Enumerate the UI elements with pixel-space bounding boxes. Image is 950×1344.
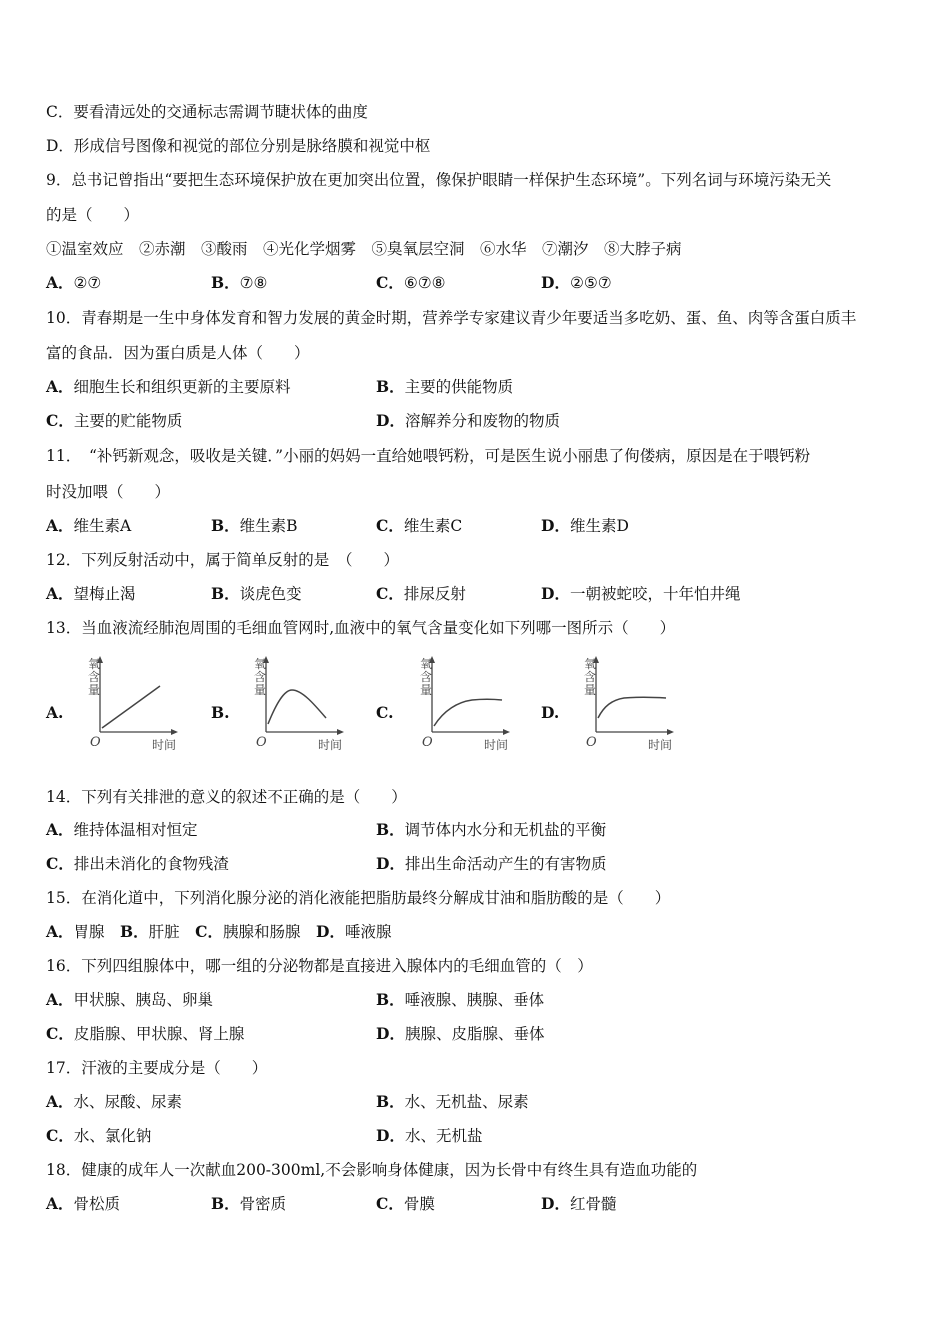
q18-option-a: A．骨松质 <box>46 1194 121 1213</box>
q13-stem: 13．当血液流经肺泡周围的毛细血管网时,血液中的氧气含量变化如下列哪一图所示（ ） <box>46 619 676 637</box>
q12-option-c: C．排尿反射 <box>376 584 466 603</box>
q18-option-b: B．骨密质 <box>211 1194 287 1213</box>
q8-option-c: C．要看清远处的交通标志需调节睫状体的曲度 <box>46 103 368 121</box>
q13-label-b: B. <box>211 703 230 722</box>
q13-graph-a <box>78 654 188 754</box>
q16-option-c: C．皮脂腺、甲状腺、肾上腺 <box>46 1024 245 1043</box>
origin-label: O <box>90 735 101 750</box>
q17-option-a: A．水、尿酸、尿素 <box>46 1092 183 1111</box>
curve-line <box>598 697 666 718</box>
q17-option-b: B．水、无机盐、尿素 <box>376 1092 529 1111</box>
q14-stem: 14．下列有关排泄的意义的叙述不正确的是（ ） <box>46 788 407 806</box>
q9-stem-line2: 的是（ ） <box>46 206 140 224</box>
q16-option-d: D．胰腺、皮脂腺、垂体 <box>376 1024 545 1043</box>
q15-stem: 15．在消化道中，下列消化腺分泌的消化液能把脂肪最终分解成甘油和脂肪酸的是（ ） <box>46 889 671 907</box>
q10-option-a: A．细胞生长和组织更新的主要原料 <box>46 377 291 396</box>
q11-option-b: B．维生素B <box>211 516 298 535</box>
origin-label: O <box>586 735 597 750</box>
origin-label: O <box>422 735 433 750</box>
q13-label-a: A. <box>46 703 64 722</box>
q11-option-c: C．维生素C <box>376 516 463 535</box>
q9-items: ①温室效应 ②赤潮 ③酸雨 ④光化学烟雾 ⑤臭氧层空洞 ⑥水华 ⑦潮汐 ⑧大脖子病 <box>46 240 682 258</box>
q13-graph-c <box>410 654 520 754</box>
x-axis-label: 时间 <box>648 738 673 752</box>
q12-stem: 12．下列反射活动中，属于简单反射的是 （ ） <box>46 551 399 569</box>
q13-graph-d <box>574 654 684 754</box>
q13-graph-b <box>244 654 354 754</box>
q11-stem-line2: 时没加喂（ ） <box>46 483 171 501</box>
q11-option-a: A．维生素A <box>46 516 132 535</box>
q17-option-d: D．水、无机盐 <box>376 1126 483 1145</box>
q9-option-a: A．②⑦ <box>46 273 102 292</box>
q17-stem: 17．汗液的主要成分是（ ） <box>46 1059 268 1077</box>
curve-line <box>434 699 502 726</box>
q18-stem: 18．健康的成年人一次献血200-300ml,不会影响身体健康，因为长骨中有终生具有造血功能的 <box>46 1161 698 1179</box>
x-axis-label: 时间 <box>152 738 177 752</box>
q12-option-b: B．谈虎色变 <box>211 584 302 603</box>
q18-option-c: C．骨膜 <box>376 1194 435 1213</box>
q15-options: A．胃腺 B．肝脏 C．胰腺和肠腺 D．唾液腺 <box>46 922 392 941</box>
q10-stem-line1: 10．青春期是一生中身体发育和智力发展的黄金时期，营养学专家建议青少年要适当多吃奶、蛋、鱼、肉等含蛋白质丰 <box>46 309 857 327</box>
q8-option-d: D．形成信号图像和视觉的部位分别是脉络膜和视觉中枢 <box>46 137 431 155</box>
q10-stem-line2: 富的食品．因为蛋白质是人体（ ） <box>46 344 310 362</box>
q14-option-a: A．维持体温相对恒定 <box>46 820 198 839</box>
y-axis-label-char: 氧含量 <box>420 657 433 697</box>
q10-option-d: D．溶解养分和废物的物质 <box>376 411 560 430</box>
q12-option-d: D．一朝被蛇咬，十年怕井绳 <box>541 584 741 603</box>
q14-option-d: D．排出生命活动产生的有害物质 <box>376 854 607 873</box>
q11-option-d: D．维生素D <box>541 516 629 535</box>
q9-stem-line1: 9．总书记曾指出“要把生态环境保护放在更加突出位置，像保护眼睛一样保护生态环境”。下列名词与环境污染无关 <box>46 171 832 189</box>
x-axis-label: 时间 <box>484 738 509 752</box>
curve-line <box>102 686 160 728</box>
q11-stem-line1: 11． “补钙新观念，吸收是关键．”小丽的妈妈一直给她喂钙粉，可是医生说小丽患了佝偻病，原因是在于喂钙粉 <box>46 447 811 465</box>
q13-label-d: D. <box>541 703 560 722</box>
q16-stem: 16．下列四组腺体中，哪一组的分泌物都是直接进入腺体内的毛细血管的（ ） <box>46 957 593 975</box>
y-axis-label-char: 氧含量 <box>254 657 267 697</box>
origin-label: O <box>256 735 267 750</box>
q12-option-a: A．望梅止渴 <box>46 584 136 603</box>
q10-option-c: C．主要的贮能物质 <box>46 411 183 430</box>
q13-label-c: C. <box>376 703 394 722</box>
q17-option-c: C．水、氯化钠 <box>46 1126 152 1145</box>
q9-option-d: D．②⑤⑦ <box>541 273 612 292</box>
q14-option-c: C．排出未消化的食物残渣 <box>46 854 229 873</box>
q14-option-b: B．调节体内水分和无机盐的平衡 <box>376 820 607 839</box>
q9-option-c: C．⑥⑦⑧ <box>376 273 446 292</box>
q16-option-b: B．唾液腺、胰腺、垂体 <box>376 990 545 1009</box>
curve-line <box>268 690 326 724</box>
x-axis-label: 时间 <box>318 738 343 752</box>
q16-option-a: A．甲状腺、胰岛、卵巢 <box>46 990 214 1009</box>
y-axis-label-char: 氧含量 <box>584 657 597 697</box>
y-axis-label-char: 氧含量 <box>88 657 101 697</box>
q9-option-b: B．⑦⑧ <box>211 273 268 292</box>
q18-option-d: D．红骨髓 <box>541 1194 617 1213</box>
q10-option-b: B．主要的供能物质 <box>376 377 514 396</box>
